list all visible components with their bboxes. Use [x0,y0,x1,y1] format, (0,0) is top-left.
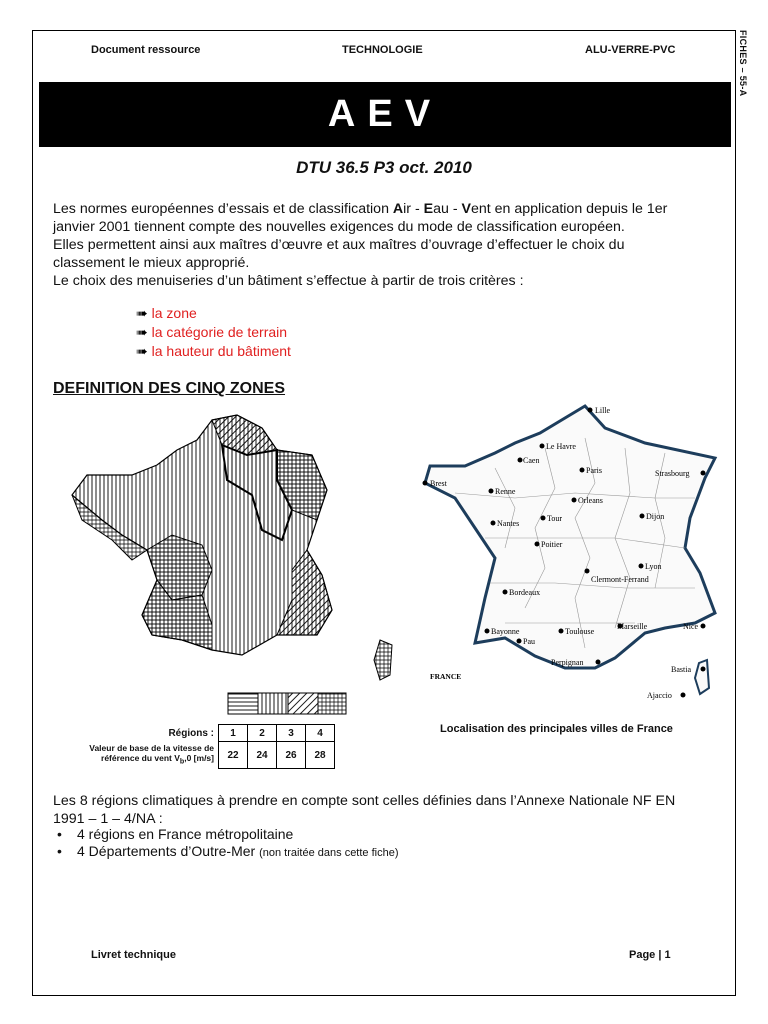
legend-swatches [64,692,354,716]
city-label: Marseille [617,622,648,631]
criterion-height: ➠ la hauteur du bâtiment [136,343,291,359]
climate-list [53,826,399,862]
city-label: Strasbourg [655,469,690,478]
city-label: Lille [595,406,611,415]
criterion-zone: ➠ la zone [136,305,197,321]
city-label: Bordeaux [509,588,541,597]
list-item: • 4 Départements d’Outre-Mer (non traitée dans cette fiche) [53,843,399,862]
city-label: Ajaccio [647,691,672,700]
footer-left: Livret technique [91,949,176,961]
arrow-icon: ➠ [136,305,148,321]
region-cell: 4 [306,725,335,742]
city-label: Tour [547,514,562,523]
list-item: • 4 régions en France métropolitaine [53,826,399,843]
arrow-icon: ➠ [136,343,148,359]
city-label: Bayonne [491,627,520,636]
speed-label: Valeur de base de la vitesse de référence du vent $V_b,0$ [m/s] [89,743,214,766]
city-label: Bastia [671,665,691,674]
header-center: TECHNOLOGIE [342,44,423,56]
map-caption: Localisation des principales villes de France [440,723,673,735]
city-label: Le Havre [546,442,576,451]
city-label: Caen [523,456,540,465]
city-label: Nantes [497,519,520,528]
criterion-terrain: ➠ la catégorie de terrain [136,324,288,340]
subtitle: DTU 36.5 P3 oct. 2010 [296,158,472,177]
city-label: Dijon [646,512,665,521]
section-title: DEFINITION DES CINQ ZONES [53,380,286,397]
note: (non traitée dans cette fiche) [259,847,399,859]
city-label: Toulouse [565,627,595,636]
city-label: Lyon [645,562,662,571]
wind-regions-map [62,410,402,700]
climate-text: Les 8 régions climatiques à prendre en compte sont celles définies dans l’Annexe Nationale NF EN 1991 – 1 – 4/NA : [53,793,676,827]
city-label: Renne [495,487,516,496]
region-cell: 2 [248,725,277,742]
speed-cell: 26 [277,742,306,769]
regions-label: Régions : [168,727,214,739]
title-banner: AEV [39,82,731,147]
city-label: Nice [683,622,699,631]
region-cell: 3 [277,725,306,742]
regions-table [64,724,335,769]
country-label: FRANCE [430,672,462,681]
side-tab: FICHES – 55-A [738,30,748,97]
city-label: Paris [586,466,602,475]
intro-text: Les normes européennes d’essais et de classification Air - Eau - Vent en application depuis le 1er janvier 2001 tiennent compte des nouvelles exigences du mode de classification européen. Elles permettent ainsi aux maîtres d’œuvre et aux maîtres d’ouvrage d’effectuer le choix du classement le mieux approprié. Le choix des menuiseries d’un bâtiment s’effectue à partir de trois critères : [53,201,668,289]
cities-map [415,398,725,708]
city-label: Brest [430,479,447,488]
arrow-icon: ➠ [136,324,148,340]
header-right: ALU-VERRE-PVC [585,44,676,56]
city-label: Poitier [541,540,563,549]
city-label: Perpignan [551,658,584,667]
footer-page: Page | 1 [629,949,671,961]
city-label: Pau [523,637,535,646]
speed-cell: 22 [219,742,248,769]
speed-cell: 28 [306,742,335,769]
region-cell: 1 [219,725,248,742]
speed-cell: 24 [248,742,277,769]
header-left: Document ressource [91,44,201,56]
city-label: Orleans [578,496,603,505]
wind-legend [64,692,354,769]
city-label: Clermont-Ferrand [591,575,649,584]
